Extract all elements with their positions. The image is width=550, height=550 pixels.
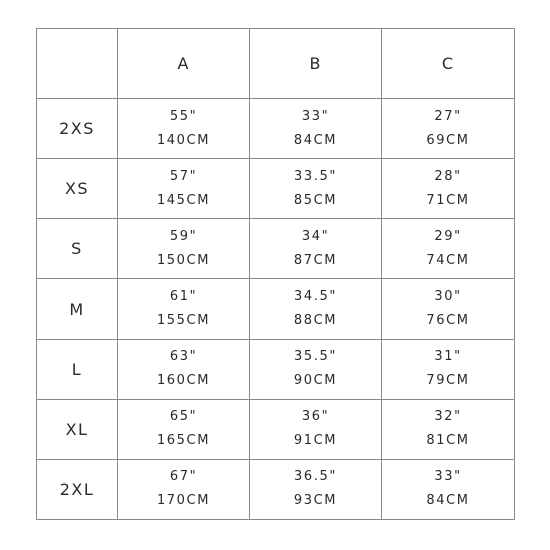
cm-value: 170CM — [156, 493, 211, 509]
size-label: 2XS — [37, 99, 118, 159]
inch-value: 65" — [169, 409, 198, 425]
inch-value: 33" — [301, 108, 330, 124]
cm-value: 93CM — [293, 493, 338, 509]
measure-cell — [118, 459, 250, 519]
measure-cell — [118, 99, 250, 159]
measure-cell — [382, 219, 515, 279]
inch-value: 30" — [434, 289, 462, 305]
cm-value: 71CM — [426, 192, 470, 208]
cm-value: 74CM — [426, 252, 470, 268]
measure-cell — [118, 399, 250, 459]
cm-value: 76CM — [426, 313, 470, 329]
table-row — [37, 459, 515, 519]
cm-value: 87CM — [293, 252, 338, 268]
inch-value: 57" — [169, 168, 198, 184]
table-row — [37, 279, 515, 339]
inch-value: 34.5" — [294, 289, 337, 305]
inch-value: 36" — [301, 409, 330, 425]
table-row — [37, 399, 515, 459]
column-header-c: C — [382, 29, 515, 99]
inch-value: 59" — [169, 228, 198, 244]
inch-value: 55" — [169, 108, 198, 124]
column-header-b: B — [250, 29, 382, 99]
cm-value: 69CM — [426, 132, 470, 148]
column-header-a: A — [118, 29, 250, 99]
cm-value: 84CM — [293, 132, 338, 148]
inch-value: 31" — [434, 349, 462, 365]
inch-value: 36.5" — [294, 469, 337, 485]
cm-value: 84CM — [426, 493, 470, 509]
cm-value: 85CM — [293, 192, 338, 208]
size-label: XS — [37, 159, 118, 219]
table-row — [37, 159, 515, 219]
cm-value: 79CM — [426, 373, 470, 389]
inch-value: 29" — [434, 228, 462, 244]
table-row — [37, 99, 515, 159]
measure-cell — [382, 279, 515, 339]
inch-value: 34" — [301, 228, 330, 244]
measure-cell — [118, 279, 250, 339]
inch-value: 33" — [434, 469, 462, 485]
cm-value: 165CM — [156, 433, 211, 449]
measure-cell — [382, 159, 515, 219]
inch-value: 67" — [169, 469, 198, 485]
measure-cell — [382, 99, 515, 159]
measure-cell — [118, 159, 250, 219]
cm-value: 81CM — [426, 433, 470, 449]
measure-cell — [382, 339, 515, 399]
table-header-row — [37, 29, 515, 99]
cm-value: 150CM — [156, 252, 211, 268]
cm-value: 88CM — [293, 313, 338, 329]
inch-value: 61" — [169, 289, 198, 305]
inch-value: 35.5" — [294, 349, 337, 365]
measure-cell — [250, 339, 382, 399]
measure-cell — [250, 219, 382, 279]
measure-cell — [250, 459, 382, 519]
measure-cell — [250, 399, 382, 459]
cm-value: 90CM — [293, 373, 338, 389]
measure-cell — [250, 99, 382, 159]
measure-cell — [118, 339, 250, 399]
corner-cell — [37, 29, 118, 99]
cm-value: 140CM — [156, 132, 211, 148]
measure-cell — [250, 159, 382, 219]
inch-value: 63" — [169, 349, 198, 365]
cm-value: 160CM — [156, 373, 211, 389]
table-row — [37, 339, 515, 399]
size-label: XL — [37, 399, 118, 459]
inch-value: 32" — [434, 409, 462, 425]
inch-value: 27" — [434, 108, 462, 124]
inch-value: 33.5" — [294, 168, 337, 184]
size-label: S — [37, 219, 118, 279]
table-row — [37, 219, 515, 279]
size-label: 2XL — [37, 459, 118, 519]
cm-value: 145CM — [156, 192, 211, 208]
measure-cell — [118, 219, 250, 279]
measure-cell — [250, 279, 382, 339]
size-label: L — [37, 339, 118, 399]
cm-value: 91CM — [293, 433, 338, 449]
measure-cell — [382, 399, 515, 459]
cm-value: 155CM — [156, 313, 211, 329]
inch-value: 28" — [434, 168, 462, 184]
measure-cell — [382, 459, 515, 519]
size-chart-table — [36, 28, 515, 520]
size-label: M — [37, 279, 118, 339]
